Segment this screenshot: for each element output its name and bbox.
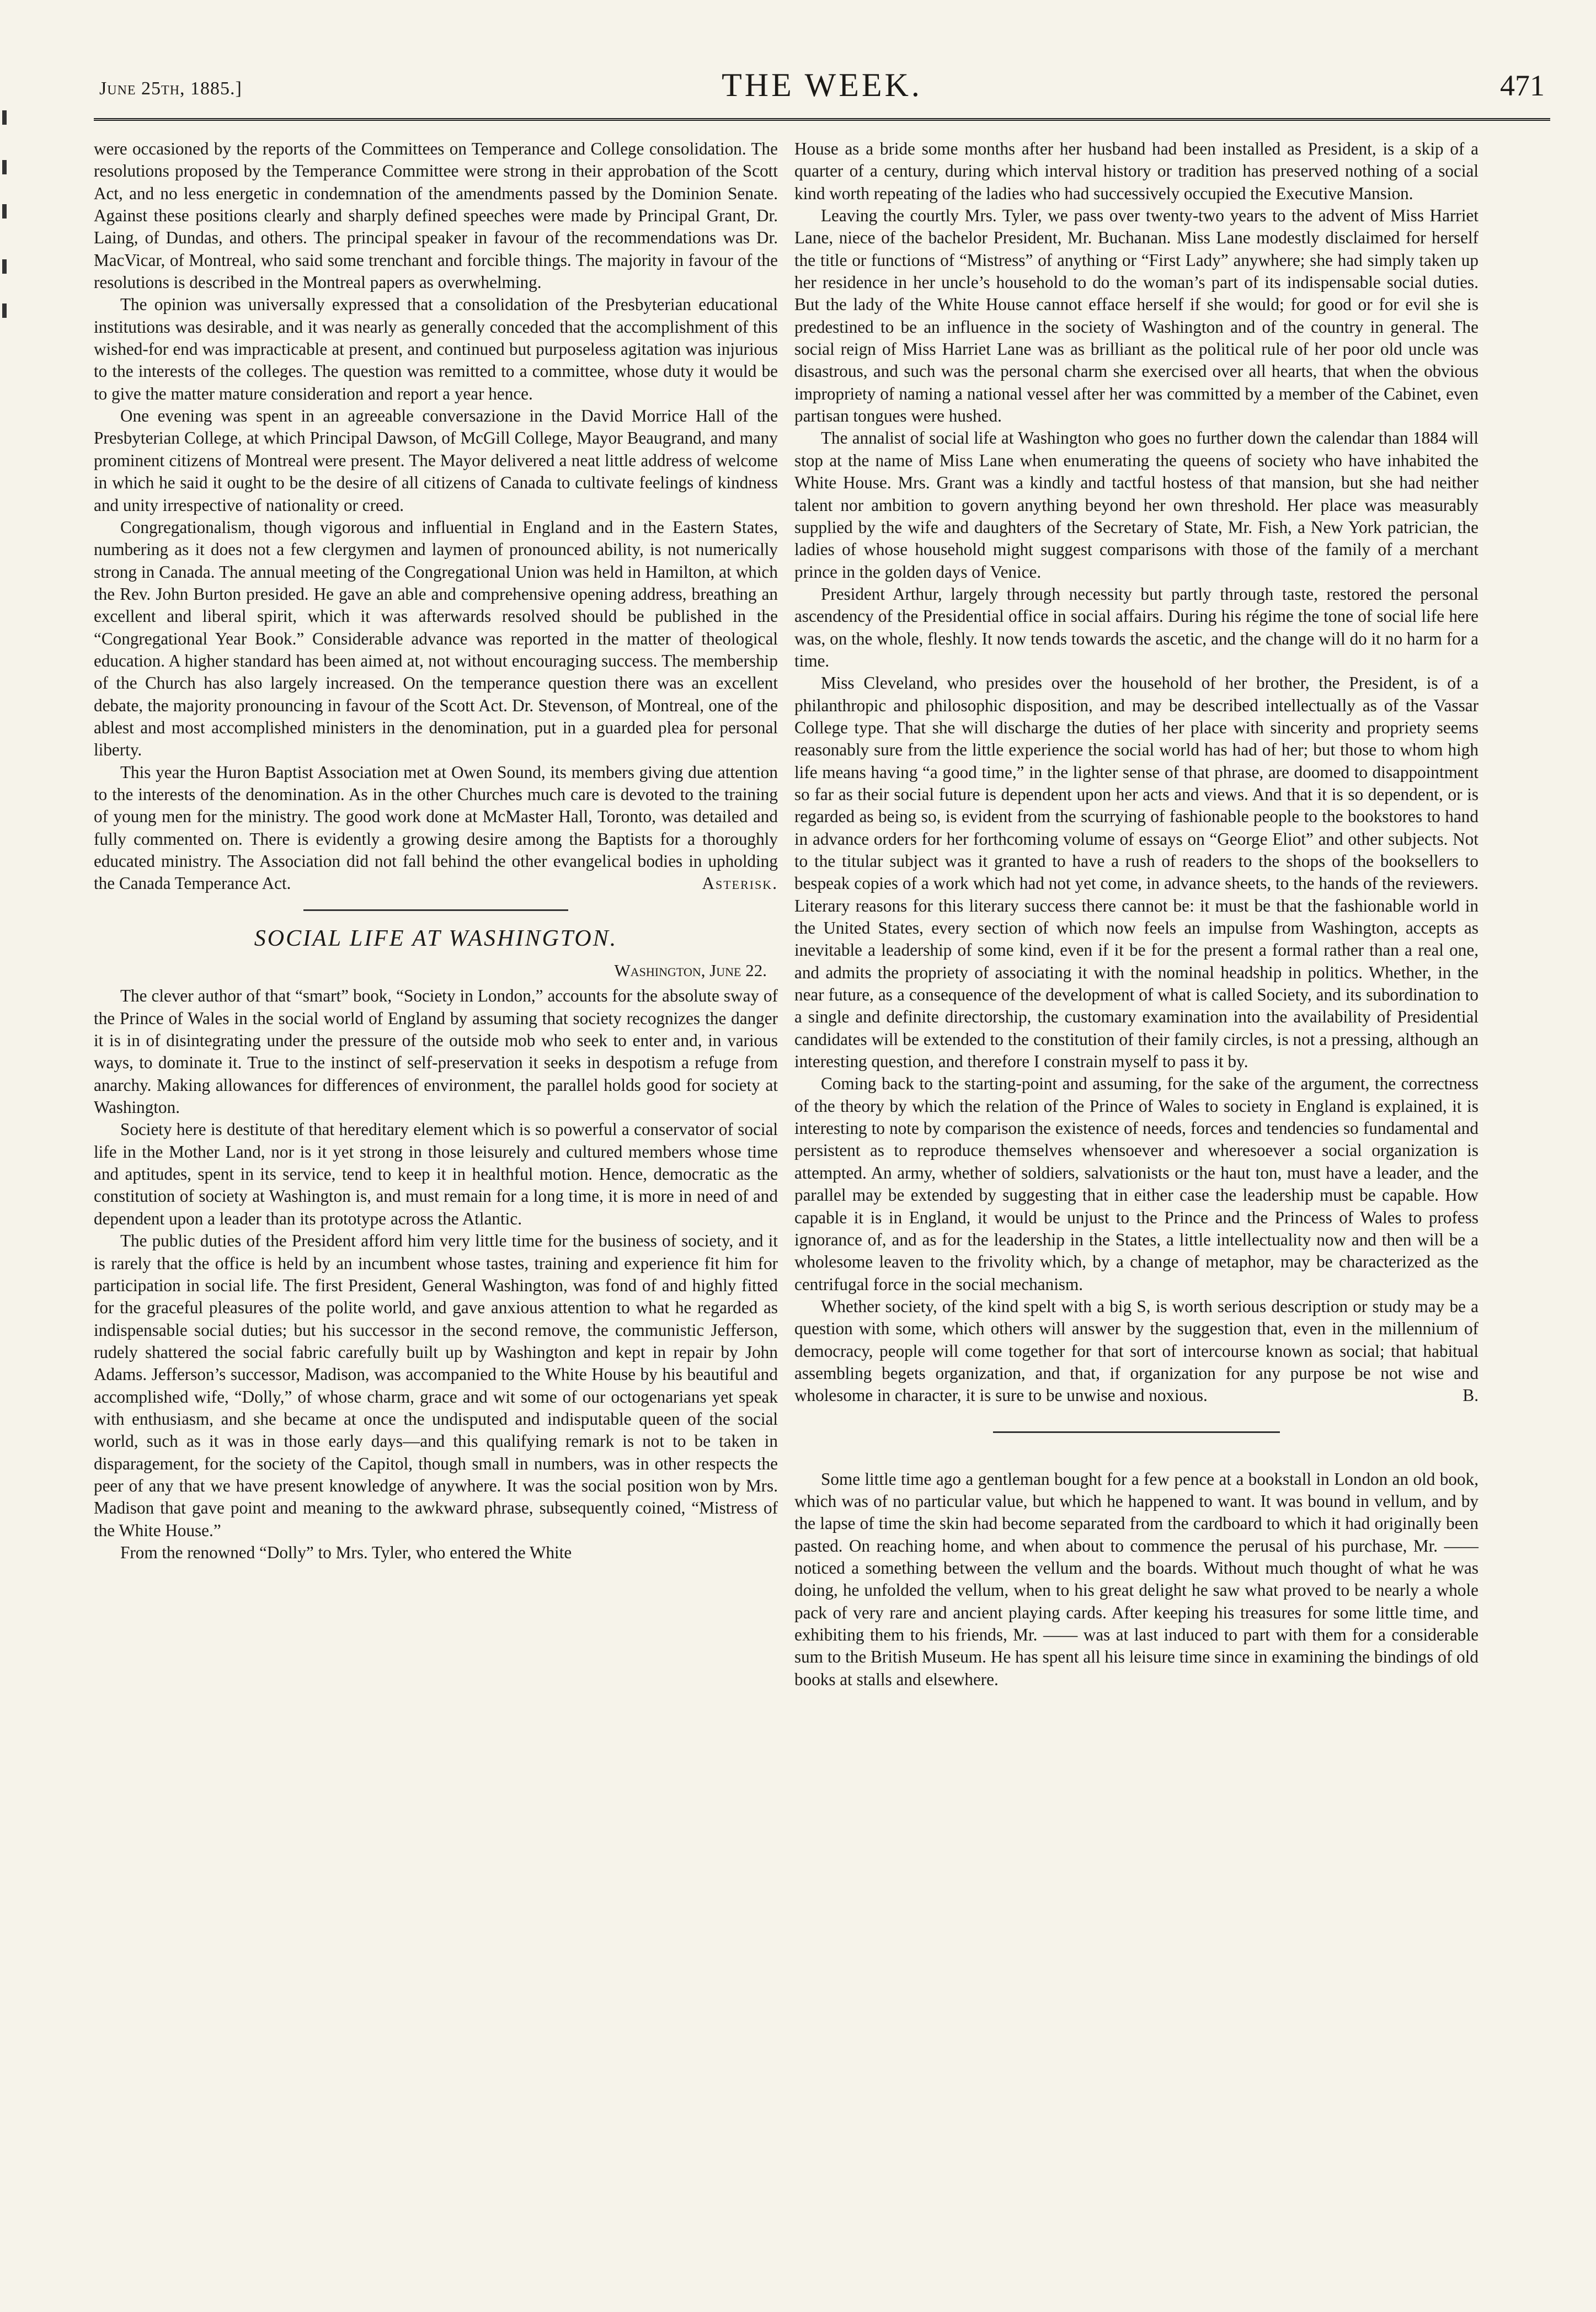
left-column — [94, 138, 778, 1564]
margin-mark — [2, 303, 7, 318]
article-paragraph: The annalist of social life at Washington who goes no further down the calendar than 1884 will stop at the name of Miss Lane when enumerating the queens of society who have inhabited the White House. Mrs. Grant was a kindly and tactful hostess of that mansion, but she had neither talent nor ambition to govern anything beyond her own threshold. Her place was measurably supplied by the wife and daughters of the Secretary of State, Mr. Fish, a New York patrician, the ladies of whose household might suggest comparisons with those of the family of a merchant prince in the golden days of Venice. — [794, 428, 1478, 582]
article-paragraph — [794, 1296, 1478, 1407]
article-title: SOCIAL LIFE AT WASHINGTON. — [254, 925, 618, 951]
article-paragraph: The clever author of that “smart” book, “Society in London,” accounts for the absolute sway of the Prince of Wales in the social world of England by assuming that society recognizes the danger it is in of disintegrating under the pressure of the outside mob who seek to enter and, in various ways, to dominate it. True to the instinct of self-preservation it seeks in despotism a refuge from anarchy. Making allowances for differences of environment, the parallel holds good for society at Washington. — [94, 986, 778, 1117]
article-paragraph: President Arthur, largely through necessity but partly through taste, restored the personal ascendency of the Presidential office in social affairs. During his régime the tone of social life here was, on the whole, fleshly. It now tends towards the ascetic, and the change will do it no harm for a time. — [794, 584, 1478, 670]
publication-title: THE WEEK. — [722, 67, 922, 103]
margin-mark — [2, 110, 7, 125]
article-paragraph: House as a bride some months after her husband had been installed as President, is a skip of a quarter of a century, during which interval history or tradition has preserved nothing of a social kind worth repeating of the ladies who had successively occupied the Executive Mansion. — [794, 139, 1478, 203]
margin-mark — [2, 259, 7, 274]
section-divider — [303, 909, 568, 911]
article-paragraph: Coming back to the starting-point and assuming, for the sake of the argument, the correctness of the theory by which the relation of the Prince of Wales to society in England is explained, it is interesting to note by comparison the existence of needs, forces and tendencies so fundamental and persistent as to reproduce themselves whensoever and wheresoever a social organization is attempted. An army, whether of soldiers, salvationists or the haut ton, must have a leader, and the parallel may be extended by suggesting that in either case the leadership must be capable. How capable it is in England, it would be unjust to the Prince and the Princess of Wales to profess ignorance of, and as for the leadership in the States, a little intellectuality now and then will be a wholesome leaven to the frivolity which, by a change of metaphor, may be characterized as the centrifugal force in the social mechanism. — [794, 1074, 1478, 1294]
author-signature: Asterisk. — [702, 873, 778, 893]
right-column — [794, 138, 1478, 1691]
paragraph-text: Whether society, of the kind spelt with a big S, is worth serious description or study may be a question with some, which others will answer by the suggestion that, even in the millennium of democracy, people will come together for that sort of intercourse known as social; that habitual assembling begets organization, and that, if organization for any purpose be not wise and wholesome in character, it is sure to be unwise and noxious. — [794, 1296, 1478, 1405]
body-paragraph — [94, 761, 778, 895]
body-paragraph: were occasioned by the reports of the Committees on Temperance and College consolidation. The resolutions proposed by the Temperance Committee were strong in their approbation of the Scott Act, and no less energetic in condemnation of the amendments passed by the Dominion Senate. Against these positions clearly and sharply defined speeches were made by Principal Grant, Dr. Laing, of Dundas, and others. The principal speaker in favour of the recommendations was Dr. MacVicar, of Montreal, who said some trenchant and forcible things. The majority in favour of the resolutions is described in the Montreal papers as overwhelming. — [94, 139, 778, 292]
margin-mark — [2, 160, 7, 174]
author-signature: B. — [1462, 1386, 1478, 1405]
body-paragraph: The opinion was universally expressed that a consolidation of the Presbyterian educational institutions was desirable, and it was nearly as generally conceded that the accomplishment of this wished-for end was impracticable at present, and continued but purposeless agitation was injurious to the interests of the colleges. The question was remitted to a committee, whose duty it would be to give the matter mature consideration and report a year hence. — [94, 295, 778, 403]
body-paragraph: One evening was spent in an agreeable conversazione in the David Morrice Hall of the Presbyterian College, at which Principal Dawson, of McGill College, Mayor Beaugrand, and many prominent citizens of Montreal were present. The Mayor delivered a neat little address of welcome in which he said it ought to be the desire of all citizens of Canada to cultivate feelings of kindness and unity irrespective of nationality or creed. — [94, 406, 778, 515]
body-paragraph: Congregationalism, though vigorous and influential in England and in the Eastern States, numbering as it does not a few clergymen and laymen of pronounced ability, is not numerically strong in Canada. The annual meeting of the Congregational Union was held in Hamilton, at which the Rev. John Burton presided. He gave an able and comprehensive opening address, breathing an excellent and liberal spirit, which it was afterwards resolved should be published in the “Congregational Year Book.” Considerable advance was reported in the matter of theological education. A higher standard has been aimed at, not without encouraging success. The membership of the Church has also largely increased. On the temperance question there was an excellent debate, the majority pronouncing in favour of the Scott Act. Dr. Stevenson, of Montreal, one of the ablest and most accomplished ministers in the denomination, put in a guarded plea for personal liberty. — [94, 517, 778, 760]
closing-paragraph: Some little time ago a gentleman bought for a few pence at a bookstall in London an old book, which was of no particular value, but which he happened to want. It was bound in vellum, and by the lapse of time the skin had become separated from the cardboard to which it had originally been pasted. On reaching home, and when about to commence the perusal of his purchase, Mr. —— noticed a something between the vellum and the boards. Without much thought of what he was doing, he unfolded the vellum, when to his great delight he saw what proved to be nearly a whole pack of very rare and ancient playing cards. After keeping his treasures for some little time, and exhibiting them to his friends, Mr. —— was at last induced to part with them for a considerable sum to the British Museum. He has spent all his leisure time since in examining the bindings of old books at stalls and elsewhere. — [794, 1469, 1478, 1689]
issue-date: June 25th, 1885.] — [99, 78, 242, 99]
margin-mark — [2, 204, 7, 219]
page-number: 471 — [1500, 69, 1545, 102]
article-paragraph: Leaving the courtly Mrs. Tyler, we pass over twenty-two years to the advent of Miss Harriet Lane, niece of the bachelor President, Mr. Buchanan. Miss Lane modestly disclaimed for herself the title or functions of “Mistress” of anything or “First Lady” anywhere; she had simply taken up her residence in her uncle’s household to do the woman’s part of its indispensable social duties. But the lady of the White House cannot efface herself if she would; for good or for evil she is predestined to be an influence in the society of Washington and of the country in general. The social reign of Miss Harriet Lane was as brilliant as the political rule of her poor old uncle was disastrous, and such was the personal charm she exercised over all hearts, that when the obvious impropriety of naming a national vessel after her was committed by a member of the Cabinet, even partisan tongues were hushed. — [794, 206, 1478, 426]
section-divider — [993, 1431, 1280, 1433]
article-paragraph: From the renowned “Dolly” to Mrs. Tyler, who entered the White — [120, 1542, 572, 1562]
margin-marks — [0, 94, 17, 370]
article-paragraph: The public duties of the President afford him very little time for the business of society, and it is rarely that the office is held by an incumbent whose tastes, training and experience fit him for participation in social life. The first President, General Washington, was fond of and highly fitted for the graceful pleasures of the polite world, and gave anxious attention to what he regarded as indispensable social duties; but his successor in the second remove, the communistic Jefferson, rudely shattered the social fabric carefully built up by Washington and kept in repair by John Adams. Jefferson’s successor, Madison, was accompanied to the White House by his beautiful and accomplished wife, “Dolly,” of whose charm, grace and wit some of our octogenarians yet speak with enthusiasm, and she became at once the undisputed and indisputable queen of the social world, such as it was in those early days—and this qualifying remark is not to be taken in disparagement, for the society of the Capitol, though small in numbers, was in other respects the peer of any that we have present knowledge of anywhere. It was the social position won by Mrs. Madison that gave point and meaning to the awkward phrase, subsequently coined, “Mistress of the White House.” — [94, 1231, 778, 1540]
dateline: Washington, June 22. — [614, 961, 767, 981]
article-paragraph: Miss Cleveland, who presides over the household of her brother, the President, is of a philanthropic and philosophic disposition, and may be described intellectually as of the Vassar College type. That she will discharge the duties of her place with sincerity and propriety seems reasonably sure from the little experience the social world has had of her; but those to whom high life means having “a good time,” in the lighter sense of that phrase, are doomed to disappointment so far as their social future is dependent upon her acts and views. And that it is so dependent, or is regarded as being so, is evident from the scurrying of fashionable people to the bookstores to hand in advance orders for her forthcoming volume of essays on “George Eliot” and other subjects. Not to the titular subject was it granted to have a rush of readers to the shops of the booksellers to bespeak copies of a work which had not yet come, in advance sheets, to the hands of the reviewers. Literary reasons for this literary success there cannot be: it must be that the fashionable world in the United States, every section of which now feels an impulse from Washington, accepts as inevitable a leadership of some kind, even if it be for the present a formal rather than a real one, and admits the propriety of associating it with the nominal headship in politics. Whether, in the near future, as a consequence of the development of what is called Society, and its subordination to a single and definite directorship, the customary examination into the availability of Presidential candidates will be extended to the constitution of their family circles, is not a pressing, although an interesting question, and therefore I constrain myself to pass it by. — [794, 673, 1478, 1072]
paragraph-text: This year the Huron Baptist Association met at Owen Sound, its members giving due attention to the interests of the denomination. As in the other Churches much care is devoted to the training of young men for the ministry. The good work done at McMaster Hall, Toronto, was detailed and fully commented on. There is evidently a growing desire among the Baptists for a thoroughly educated ministry. The Association did not fall behind the other evangelical bodies in upholding the Canada Temperance Act. — [94, 762, 778, 893]
header-rule — [94, 118, 1550, 121]
masthead — [99, 66, 1545, 116]
article-paragraph: Society here is destitute of that hereditary element which is so powerful a conservator of social life in the Mother Land, nor is it yet strong in those leisurely and cultured members whose time and aptitudes, spent in its service, tend to keep it in healthful motion. Hence, democratic as the constitution of society at Washington is, and must remain for a long time, it is more in need of and dependent upon a leader than its prototype across the Atlantic. — [94, 1120, 778, 1228]
